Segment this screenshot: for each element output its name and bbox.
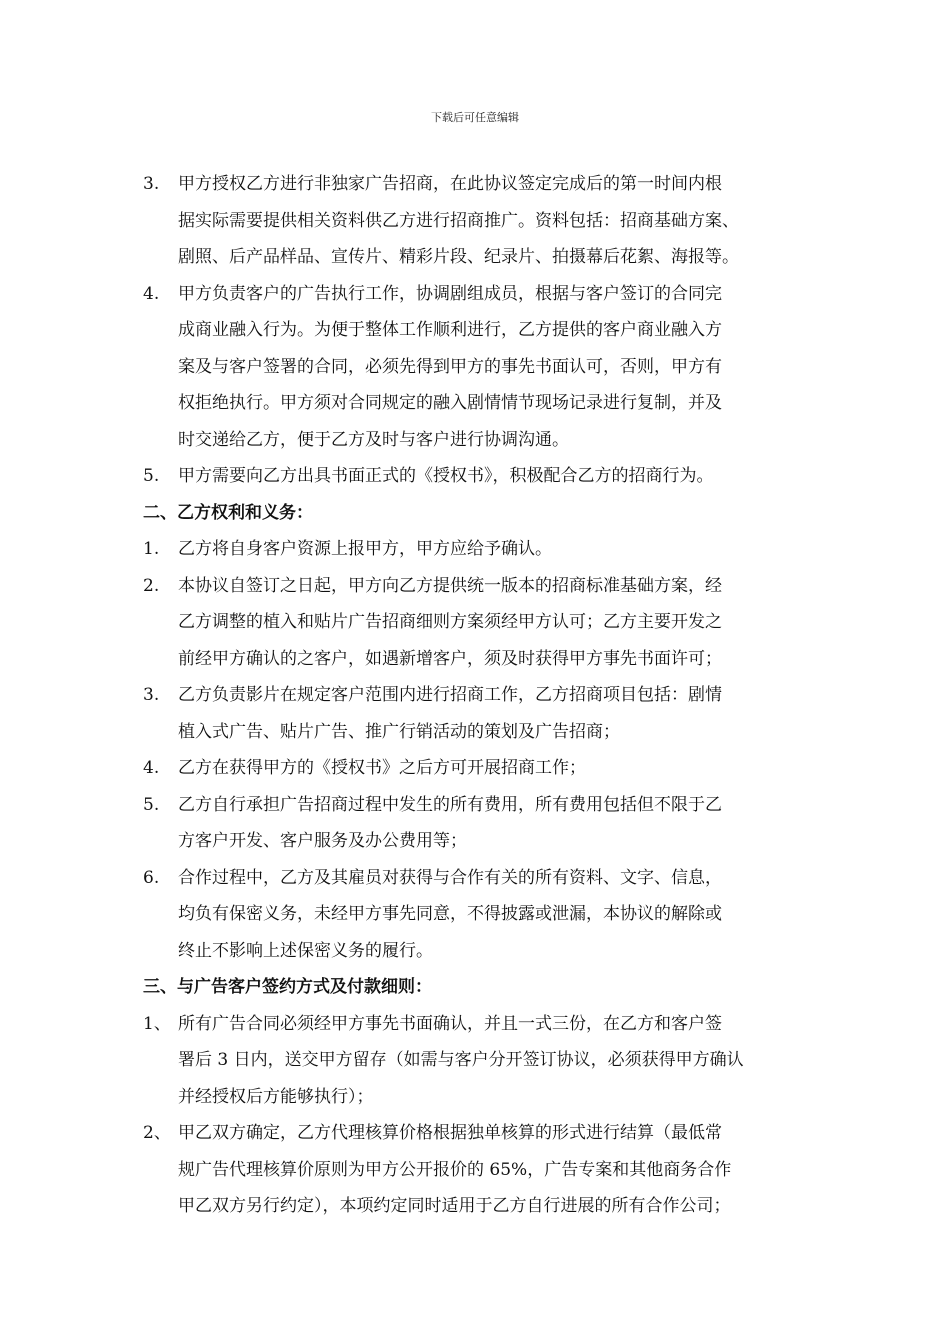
text-line: 本协议自签订之日起，甲方向乙方提供统一版本的招商标准基础方案，经 xyxy=(178,575,722,596)
text-line: 均负有保密义务，未经甲方事先同意，不得披露或泄漏，本协议的解除或 xyxy=(178,904,722,924)
text-line: 乙方自行承担广告招商过程中发生的所有费用，所有费用包括但不限于乙 xyxy=(178,794,722,815)
list-item-number: 2、 xyxy=(143,1123,171,1143)
list-item-text xyxy=(178,458,833,495)
list-item-text xyxy=(178,531,833,568)
text-line: 植入式广告、贴片广告、推广行销活动的策划及广告招商； xyxy=(178,721,620,742)
list-item-number: 2. xyxy=(143,575,160,596)
text-line: 据实际需要提供相关资料供乙方进行招商推广。资料包括：招商基础方案、 xyxy=(178,210,739,231)
text-line: 乙方负责影片在规定客户范围内进行招商工作，乙方招商项目包括：剧情 xyxy=(178,685,722,705)
text-line: 乙方在获得甲方的《授权书》之后方可开展招商工作； xyxy=(178,758,586,778)
list-item-text xyxy=(178,750,833,787)
list-item xyxy=(143,1115,833,1225)
list-item xyxy=(143,166,833,276)
list-item xyxy=(143,1006,833,1116)
list-item xyxy=(143,860,833,970)
list-item-text xyxy=(178,1006,833,1116)
text-line: 权拒绝执行。甲方须对合同规定的融入剧情情节现场记录进行复制，并及 xyxy=(178,393,722,413)
list-item-number: 3. xyxy=(143,685,160,705)
list-item-number: 4. xyxy=(143,758,160,778)
list-item-text xyxy=(178,568,833,678)
section-heading: 二、乙方权利和义务： xyxy=(143,502,313,523)
text-line: 方客户开发、客户服务及办公费用等； xyxy=(178,831,467,851)
text-line: 时交递给乙方，便于乙方及时与客户进行协调沟通。 xyxy=(178,429,569,450)
list-item-text xyxy=(178,677,833,750)
list-item xyxy=(143,677,833,750)
text-line: 剧照、后产品样品、宣传片、精彩片段、纪录片、拍摄幕后花絮、海报等。 xyxy=(178,247,739,267)
list-item-number: 1、 xyxy=(143,1013,171,1034)
text-line: 并经授权后方能够执行）； xyxy=(178,1086,374,1107)
list-item-number: 4. xyxy=(143,283,160,304)
list-item xyxy=(143,568,833,678)
text-line: 甲乙双方确定，乙方代理核算价格根据独单核算的形式进行结算（最低常 xyxy=(178,1123,722,1143)
text-line: 所有广告合同必须经甲方事先书面确认，并且一式三份，在乙方和客户签 xyxy=(178,1013,722,1034)
text-line: 合作过程中，乙方及其雇员对获得与合作有关的所有资料、文字、信息， xyxy=(178,867,722,888)
list-item-text xyxy=(178,787,833,860)
list-item xyxy=(143,276,833,459)
list-item-text xyxy=(178,1115,833,1225)
text-line: 终止不影响上述保密义务的履行。 xyxy=(178,940,433,961)
text-line: 案及与客户签署的合同，必须先得到甲方的事先书面认可，否则，甲方有 xyxy=(178,356,722,377)
page-header: 下载后可任意编辑 xyxy=(431,111,519,124)
text-line: 乙方将自身客户资源上报甲方，甲方应给予确认。 xyxy=(178,539,552,559)
text-line: 成商业融入行为。为便于整体工作顺利进行，乙方提供的客户商业融入方 xyxy=(178,320,722,340)
text-line: 乙方调整的植入和贴片广告招商细则方案须经甲方认可；乙方主要开发之 xyxy=(178,612,722,632)
list-item-number: 6. xyxy=(143,867,160,888)
text-line: 前经甲方确认的之客户，如遇新增客户，须及时获得甲方事先书面许可； xyxy=(178,648,722,669)
list-item-number: 3. xyxy=(143,174,160,194)
text-line: 甲方需要向乙方出具书面正式的《授权书》，积极配合乙方的招商行为。 xyxy=(178,466,714,486)
section-heading: 三、与广告客户签约方式及付款细则： xyxy=(143,977,432,997)
text-line: 甲方负责客户的广告执行工作，协调剧组成员，根据与客户签订的合同完 xyxy=(178,283,722,304)
text-line: 甲方授权乙方进行非独家广告招商，在此协议签定完成后的第一时间内根 xyxy=(178,174,722,194)
text-line: 署后 3 日内，送交甲方留存（如需与客户分开签订协议，必须获得甲方确认 xyxy=(178,1050,744,1070)
list-item xyxy=(143,787,833,860)
list-item xyxy=(143,531,833,568)
list-item-text xyxy=(178,860,833,970)
list-item-number: 5. xyxy=(143,466,160,486)
list-item-text xyxy=(178,166,833,276)
list-item-number: 5. xyxy=(143,794,160,815)
text-line: 甲乙双方另行约定），本项约定同时适用于乙方自行进展的所有合作公司； xyxy=(178,1196,731,1216)
document-body xyxy=(143,166,833,1225)
list-item-number: 1. xyxy=(143,539,160,559)
list-item-text xyxy=(178,276,833,459)
text-line: 规广告代理核算价原则为甲方公开报价的 65%，广告专案和其他商务合作 xyxy=(178,1159,732,1180)
list-item xyxy=(143,750,833,787)
list-item xyxy=(143,458,833,495)
